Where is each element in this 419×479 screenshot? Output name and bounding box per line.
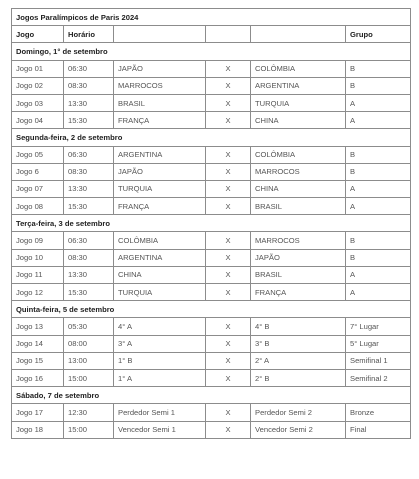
team-away: 4° B (251, 318, 346, 335)
game-number: Jogo 14 (12, 335, 64, 352)
game-time: 15:00 (64, 369, 114, 386)
game-row (12, 60, 411, 77)
team-home: 1° A (114, 369, 206, 386)
game-row (12, 335, 411, 352)
game-group: A (346, 266, 411, 283)
team-home: 3° A (114, 335, 206, 352)
team-home: ARGENTINA (114, 249, 206, 266)
game-group: Semifinal 2 (346, 369, 411, 386)
game-group: A (346, 94, 411, 111)
team-home: JAPÃO (114, 60, 206, 77)
game-time: 12:30 (64, 404, 114, 421)
team-away: JAPÃO (251, 249, 346, 266)
team-home: Perdedor Semi 1 (114, 404, 206, 421)
game-time: 08:30 (64, 77, 114, 94)
day-section-row (12, 43, 411, 60)
versus-mark: X (206, 352, 251, 369)
game-row (12, 284, 411, 301)
team-away: COLÔMBIA (251, 146, 346, 163)
header-horario: Horário (64, 26, 114, 43)
game-number: Jogo 09 (12, 232, 64, 249)
game-time: 06:30 (64, 60, 114, 77)
header-blank-team1 (114, 26, 206, 43)
schedule-table (11, 8, 411, 439)
day-label: Sábado, 7 de setembro (12, 387, 411, 404)
game-row (12, 421, 411, 438)
game-row (12, 77, 411, 94)
game-time: 13:30 (64, 266, 114, 283)
versus-mark: X (206, 335, 251, 352)
game-group: Bronze (346, 404, 411, 421)
game-number: Jogo 11 (12, 266, 64, 283)
team-home: BRASIL (114, 94, 206, 111)
team-away: 2° B (251, 369, 346, 386)
versus-mark: X (206, 284, 251, 301)
game-number: Jogo 07 (12, 180, 64, 197)
team-home: TURQUIA (114, 284, 206, 301)
game-row (12, 163, 411, 180)
game-group: Semifinal 1 (346, 352, 411, 369)
team-away: CHINA (251, 180, 346, 197)
team-home: FRANÇA (114, 112, 206, 129)
game-number: Jogo 01 (12, 60, 64, 77)
versus-mark: X (206, 180, 251, 197)
game-group: B (346, 146, 411, 163)
game-time: 15:30 (64, 112, 114, 129)
team-away: MARROCOS (251, 163, 346, 180)
versus-mark: X (206, 198, 251, 215)
header-jogo: Jogo (12, 26, 64, 43)
game-group: A (346, 284, 411, 301)
versus-mark: X (206, 232, 251, 249)
team-away: BRASIL (251, 198, 346, 215)
team-home: TURQUIA (114, 180, 206, 197)
game-group: B (346, 232, 411, 249)
game-number: Jogo 10 (12, 249, 64, 266)
team-away: BRASIL (251, 266, 346, 283)
game-time: 08:30 (64, 249, 114, 266)
game-number: Jogo 18 (12, 421, 64, 438)
versus-mark: X (206, 77, 251, 94)
day-label: Domingo, 1° de setembro (12, 43, 411, 60)
day-section-row (12, 387, 411, 404)
game-number: Jogo 15 (12, 352, 64, 369)
day-section-row (12, 215, 411, 232)
game-time: 13:30 (64, 180, 114, 197)
game-row (12, 112, 411, 129)
game-number: Jogo 16 (12, 369, 64, 386)
game-row (12, 266, 411, 283)
game-time: 15:00 (64, 421, 114, 438)
game-time: 13:30 (64, 94, 114, 111)
team-home: MARROCOS (114, 77, 206, 94)
game-row (12, 318, 411, 335)
team-home: 4° A (114, 318, 206, 335)
header-row (12, 26, 411, 43)
game-number: Jogo 12 (12, 284, 64, 301)
header-blank-vs (206, 26, 251, 43)
table-title: Jogos Paralímpicos de Paris 2024 (12, 9, 411, 26)
versus-mark: X (206, 421, 251, 438)
day-section-row (12, 301, 411, 318)
game-group: Final (346, 421, 411, 438)
game-number: Jogo 6 (12, 163, 64, 180)
versus-mark: X (206, 146, 251, 163)
team-home: CHINA (114, 266, 206, 283)
game-time: 13:00 (64, 352, 114, 369)
team-away: CHINA (251, 112, 346, 129)
day-label: Quinta-feira, 5 de setembro (12, 301, 411, 318)
game-number: Jogo 13 (12, 318, 64, 335)
versus-mark: X (206, 318, 251, 335)
game-time: 08:30 (64, 163, 114, 180)
day-label: Segunda-feira, 2 de setembro (12, 129, 411, 146)
game-group: B (346, 249, 411, 266)
versus-mark: X (206, 163, 251, 180)
game-row (12, 198, 411, 215)
team-away: ARGENTINA (251, 77, 346, 94)
game-row (12, 180, 411, 197)
versus-mark: X (206, 249, 251, 266)
versus-mark: X (206, 404, 251, 421)
game-row (12, 249, 411, 266)
header-blank-team2 (251, 26, 346, 43)
team-home: COLÔMBIA (114, 232, 206, 249)
game-row (12, 94, 411, 111)
game-group: B (346, 60, 411, 77)
game-row (12, 369, 411, 386)
team-away: 2° A (251, 352, 346, 369)
versus-mark: X (206, 266, 251, 283)
game-group: A (346, 180, 411, 197)
team-away: TURQUIA (251, 94, 346, 111)
versus-mark: X (206, 369, 251, 386)
game-time: 15:30 (64, 284, 114, 301)
game-time: 06:30 (64, 232, 114, 249)
team-away: COLÔMBIA (251, 60, 346, 77)
team-away: Perdedor Semi 2 (251, 404, 346, 421)
game-group: A (346, 112, 411, 129)
game-group: 5° Lugar (346, 335, 411, 352)
game-time: 06:30 (64, 146, 114, 163)
team-home: 1° B (114, 352, 206, 369)
game-number: Jogo 02 (12, 77, 64, 94)
game-group: 7° Lugar (346, 318, 411, 335)
team-away: 3° B (251, 335, 346, 352)
game-time: 05:30 (64, 318, 114, 335)
day-label: Terça-feira, 3 de setembro (12, 215, 411, 232)
game-number: Jogo 08 (12, 198, 64, 215)
game-number: Jogo 04 (12, 112, 64, 129)
title-row (12, 9, 411, 26)
versus-mark: X (206, 94, 251, 111)
game-group: B (346, 163, 411, 180)
game-time: 08:00 (64, 335, 114, 352)
game-time: 15:30 (64, 198, 114, 215)
game-row (12, 146, 411, 163)
game-number: Jogo 03 (12, 94, 64, 111)
team-away: MARROCOS (251, 232, 346, 249)
team-home: ARGENTINA (114, 146, 206, 163)
game-row (12, 352, 411, 369)
versus-mark: X (206, 112, 251, 129)
game-row (12, 404, 411, 421)
game-group: A (346, 198, 411, 215)
team-away: FRANÇA (251, 284, 346, 301)
team-home: FRANÇA (114, 198, 206, 215)
team-home: JAPÃO (114, 163, 206, 180)
team-away: Vencedor Semi 2 (251, 421, 346, 438)
team-home: Vencedor Semi 1 (114, 421, 206, 438)
game-row (12, 232, 411, 249)
schedule-body (12, 9, 411, 439)
game-group: B (346, 77, 411, 94)
header-grupo: Grupo (346, 26, 411, 43)
game-number: Jogo 17 (12, 404, 64, 421)
game-number: Jogo 05 (12, 146, 64, 163)
day-section-row (12, 129, 411, 146)
versus-mark: X (206, 60, 251, 77)
